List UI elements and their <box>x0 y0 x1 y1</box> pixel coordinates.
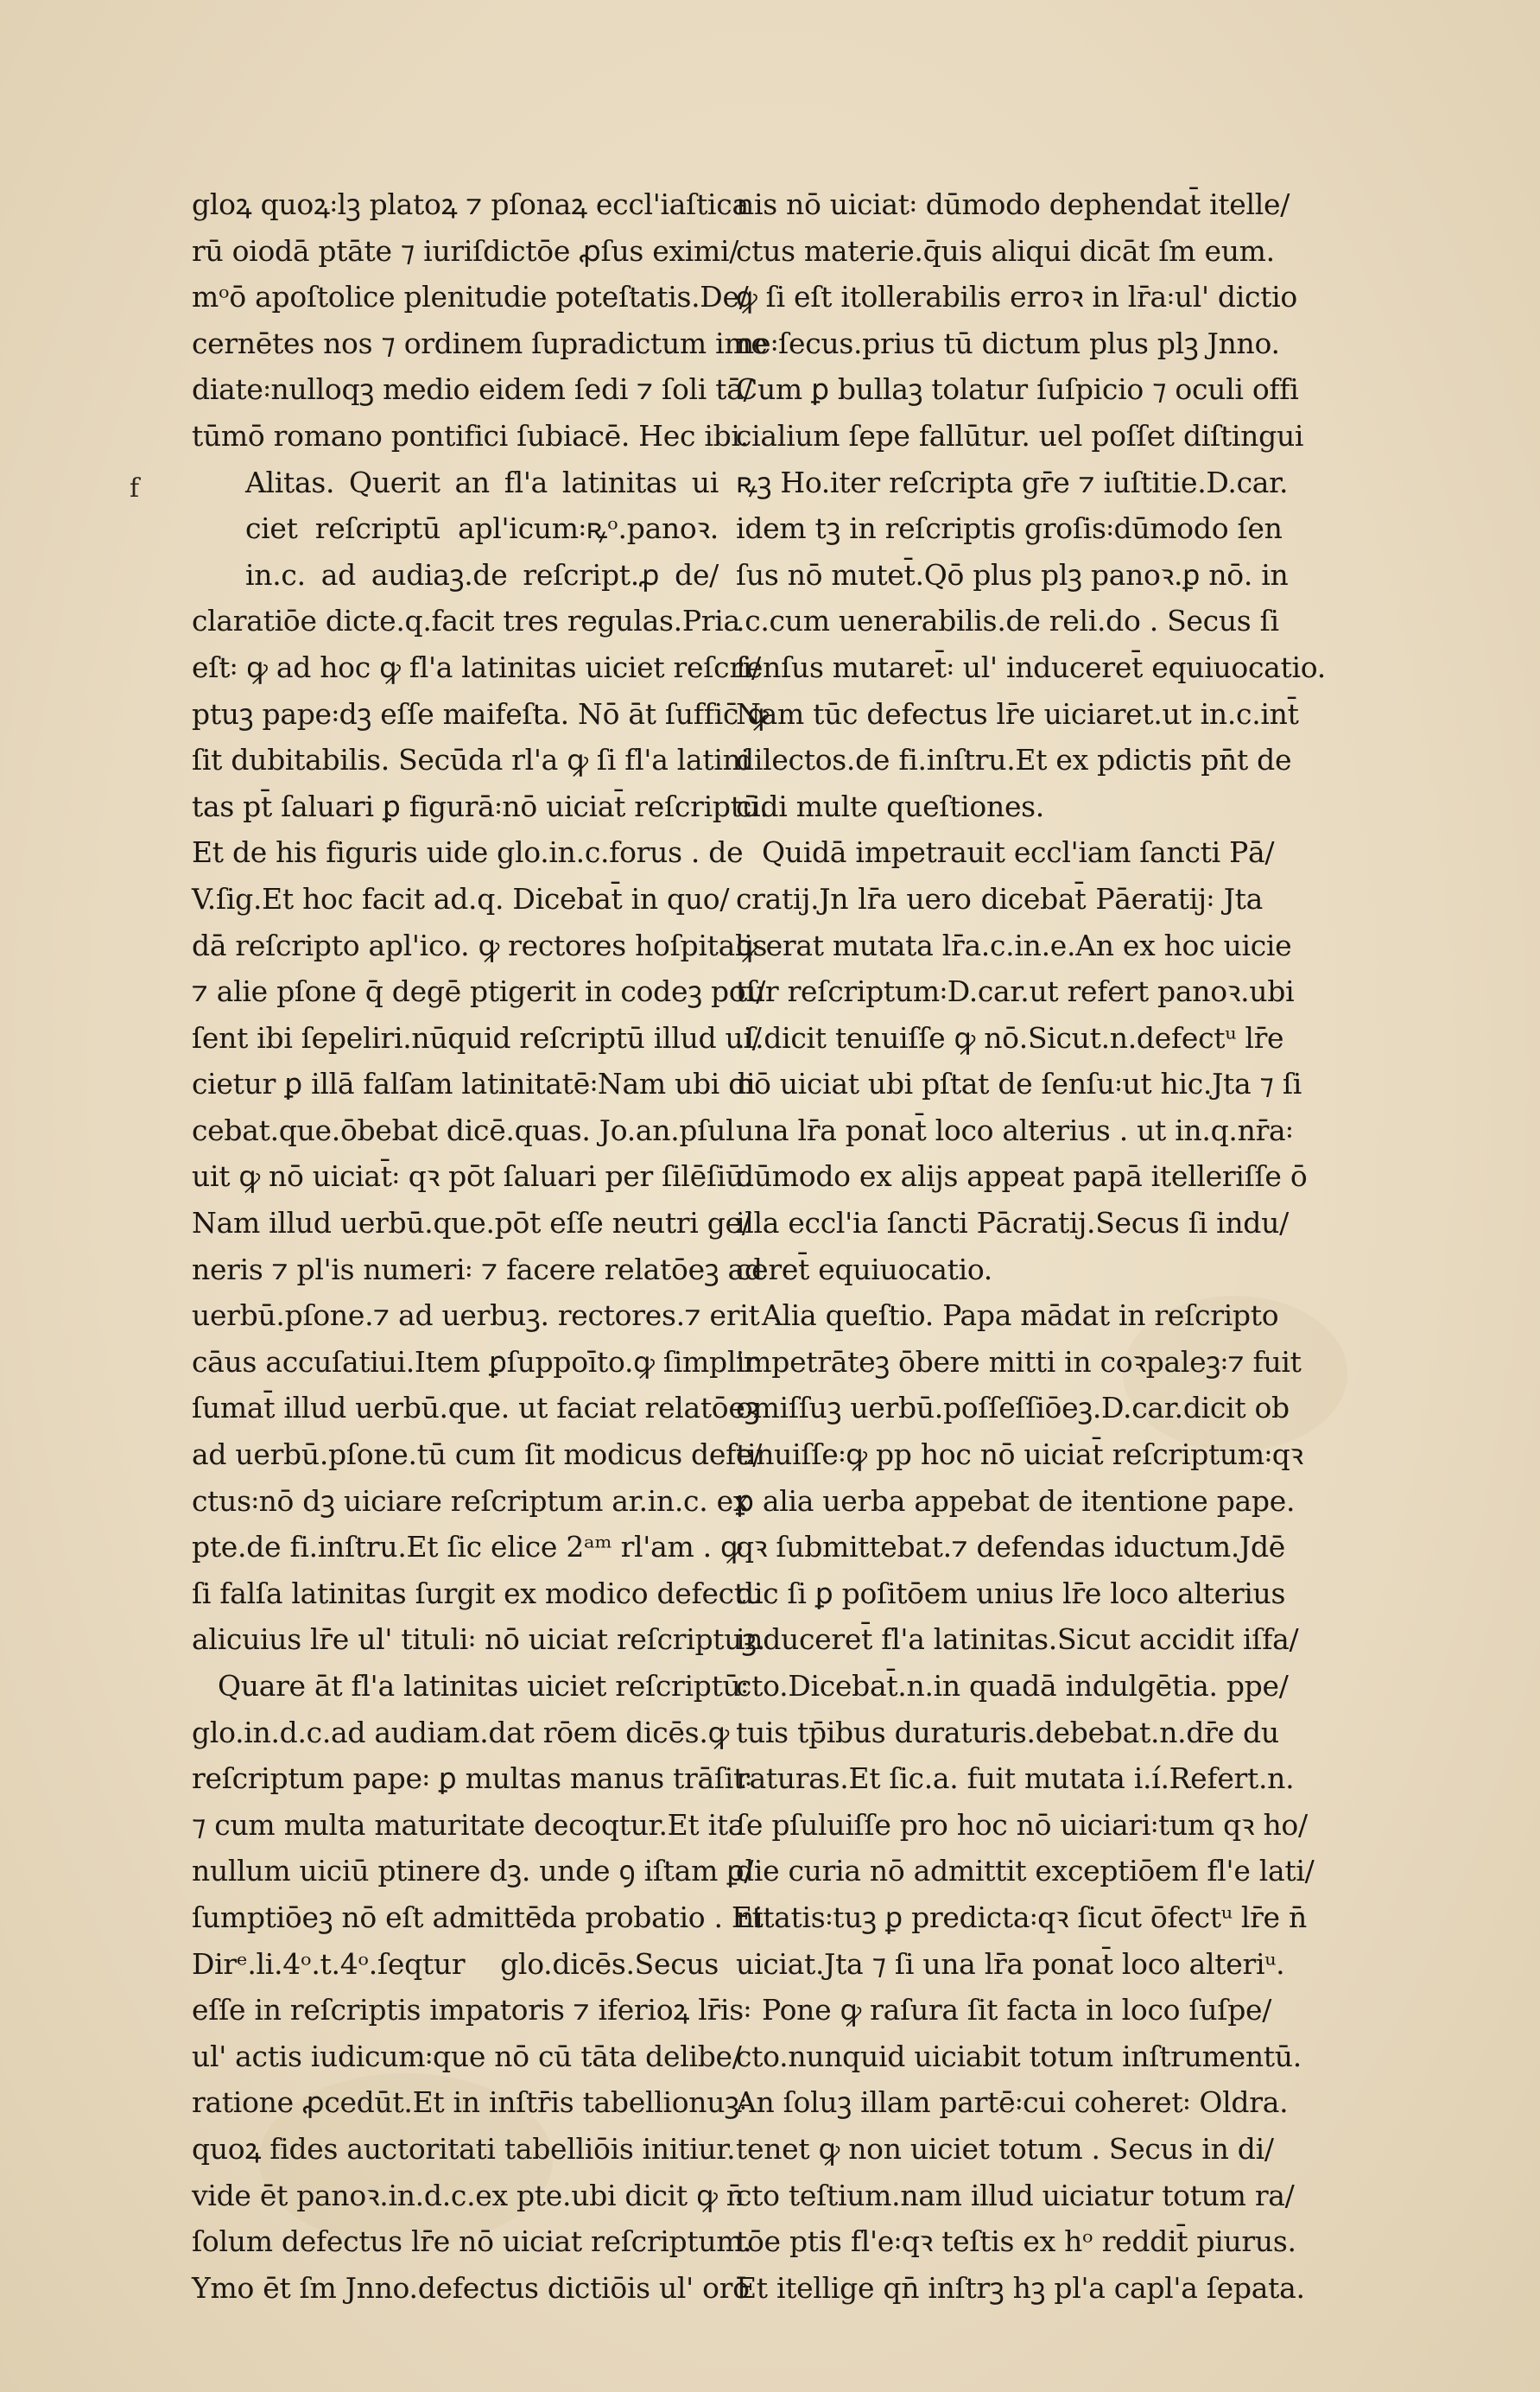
text-line: .ſ.dicit tenuiſſe ꝙ nō.Sicut.n.defectᵘ lr̄e <box>736 1020 1284 1055</box>
text-line: alicuius lr̄e ul' tituli꞉ nō uiciat reſcriptuꝫ. <box>192 1622 765 1657</box>
text-line: raturas.Et ſic.a. fuit mutata i.í.Refert.n. <box>736 1761 1295 1796</box>
text-line: mᵒō apoſtolice plenitudie poteſtatis.De/ <box>192 280 749 314</box>
text-line: Pone ꝙ raſura ſit facta in loco ſuſpe/ <box>762 1993 1272 2027</box>
text-line: Alia queſtio. Papa mādat in reſcripto <box>762 1298 1279 1333</box>
text-line: induceret̄ fl'a latinitas.Sicut accidit iſfa/ <box>736 1622 1299 1657</box>
text-line: cebat.que.ōbebat dicē.quas. Jo.an.pſul <box>192 1113 735 1147</box>
text-line: ⁊ alie pſone q̄ degē ptigerit in codeꝫ poſ/ <box>192 974 766 1009</box>
text-line: uiciat.Jta ⁊ ſi una lr̄a ponat̄ loco alteriᵘ. <box>736 1946 1285 1981</box>
text-line: tuis tp̄ibus duraturis.debebat.n.dr̄e du <box>736 1715 1279 1749</box>
text-line: cāus accuſatiui.Item ꝑſuppoīto.ꝙ ſimpl'r <box>192 1344 757 1379</box>
text-line: tōe ptis fl'e꞉qꝛ teſtis ex hᵒ reddit̄ piurus. <box>736 2224 1296 2259</box>
text-line: Nam tūc defectus lr̄e uiciaret.ut in.c.int̄ <box>736 696 1299 731</box>
text-line: ⁊ cum multa maturitate decoqtur.Et ita <box>192 1807 745 1842</box>
text-line: idem tꝫ in reſcriptis groſis꞉dūmodo ſen <box>736 511 1283 546</box>
text-line: ciet reſcriptū apl'icum꞉ꝶᵒ.panoꝛ. <box>245 511 719 546</box>
text-line: cto teſtium.nam illud uiciatur totum ra/ <box>736 2178 1295 2212</box>
left-text-column <box>192 181 769 2311</box>
text-line: ꝙ ſi eſt itollerabilis erroꝛ in lr̄a꞉ul' dictio <box>736 280 1297 314</box>
text-line: Et itellige qn̄ inſtrꝫ hꝫ pl'a capl'a ſepata. <box>736 2270 1305 2305</box>
text-line: Alitas. Querit an fl'a latinitas ui <box>245 465 719 499</box>
text-line: Nam illud uerbū.que.pōt eſſe neutri ge/ <box>192 1206 751 1240</box>
text-line: pte.de fi.inſtru.Et ſic elice 2ᵃᵐ rl'am . ꝙ <box>192 1530 742 1564</box>
text-line: ul' actis iudicum꞉que nō cū tāta delibe/ <box>192 2039 742 2073</box>
text-line: ratione ꝓcedūt.Et in inſtr̄is tabellionuꝫ꞉ <box>192 2085 747 2120</box>
text-line: cietur ꝑ illā falſam latinitatē꞉Nam ubi di <box>192 1067 756 1101</box>
text-line: ad uerbū.pſone.tū cum ſit modicus defe/ <box>192 1437 763 1472</box>
text-line: ſumat̄ illud uerbū.que. ut faciat relatōeꝫ <box>192 1391 760 1425</box>
text-line: nō uiciat ubi pſtat de ſenſu꞉ut hic.Jta ⁊ ſi <box>736 1067 1302 1101</box>
text-line: Et de his figuris uide glo.in.c.forus . de <box>192 835 744 870</box>
text-line: nitatis꞉tuꝫ ꝑ predicta꞉qꝛ ſicut ōfectᵘ lr̄e n̄ <box>736 1900 1307 1934</box>
text-line: omiſſuꝫ uerbū.poſſeſſiōeꝫ.D.car.dicit ob <box>736 1391 1290 1425</box>
text-line: uerbū.pſone.⁊ ad uerbuꝫ. rectores.⁊ erit <box>192 1298 760 1333</box>
text-line: illa eccl'ia ſancti Pācratij.Secus ſi indu/ <box>736 1206 1289 1240</box>
text-line: die curia nō admittit exceptiōem fl'e lati/ <box>736 1854 1315 1888</box>
text-line: claratiōe dicte.q.facit tres regulas.Pria <box>192 604 740 638</box>
text-line: V.ſig.Et hoc facit ad.q. Dicebat̄ in quo/ <box>192 881 730 916</box>
text-line: ptuꝫ pape꞉dꝫ eſſe maifeſta. Nō āt ſuffic̄ ꝙ <box>192 696 769 731</box>
text-line: rū oiodā ptāte ⁊ iuriſdictōe ꝓſus eximi/ <box>192 233 739 268</box>
text-line: ꝙ erat mutata lr̄a.c.in.e.An ex hoc uicie <box>736 928 1292 962</box>
text-line: una lr̄a ponat̄ loco alterius . ut in.q.nr̄a꞉ <box>736 1113 1294 1147</box>
text-line: ceret̄ equiuocatio. <box>736 1252 992 1286</box>
text-line: tas pt̄ ſaluari ꝑ figurā꞉nō uiciat̄ reſcriptū. <box>192 789 769 823</box>
text-line: nis nō uiciat꞉ dūmodo dephendat̄ itelle/ <box>736 187 1290 221</box>
text-line: Ymo ēt ſm Jnno.defectus dictiōis ul' orō <box>192 2270 750 2305</box>
text-line: cto.nunquid uiciabit totum inſtrumentū. <box>736 2039 1302 2073</box>
text-line: dic ſi ꝑ poſitōem unius lr̄e loco alterius <box>736 1576 1286 1610</box>
text-line: dilectos.de fi.inſtru.Et ex pdictis pn̄t de <box>736 743 1292 777</box>
text-line: cto.Dicebat̄.n.in quadā indulgētia. ppe/ <box>736 1669 1289 1703</box>
text-line: dūmodo ex alijs appeat papā itelleriſſe ō <box>736 1159 1308 1194</box>
text-line: Quidā impetrauit eccl'iam ſancti Pā/ <box>762 835 1275 870</box>
text-line: vide ēt panoꝛ.in.d.c.ex pte.ubi dicit ꝙ n̄ <box>192 2178 745 2212</box>
text-line: ne꞉ſecus.prius tū dictum plus plꝫ Jnno. <box>736 326 1280 360</box>
text-line: eſt꞉ ꝙ ad hoc ꝙ fl'a latinitas uiciet reſcri/ <box>192 650 761 684</box>
text-line: reſcriptum pape꞉ ꝑ multas manus trāſit꞉ <box>192 1761 752 1796</box>
text-line: tur reſcriptum꞉D.car.ut refert panoꝛ.ubi <box>736 974 1295 1009</box>
text-line: ſus nō mutet̄.Qō plus plꝫ panoꝛ.ꝑ nō. in <box>736 557 1289 592</box>
text-line: dā reſcripto apl'ico. ꝙ rectores hoſpitalis <box>192 928 768 962</box>
text-line: ꝶꝫ Ho.iter reſcripta gr̄e ⁊ iuſtitie.D.car. <box>736 465 1289 499</box>
text-line: in.c. ad audiaꝫ.de reſcript.ꝓ de/ <box>245 557 719 592</box>
text-line: glo.in.d.c.ad audiam.dat rōem dicēs.ꝙ <box>192 1715 729 1749</box>
text-line: .c.cum uenerabilis.de reli.do . Secus ſi <box>736 604 1279 638</box>
text-line: eſſe in reſcriptis impatoris ⁊ iferioꝝ lr̄is꞉ <box>192 1993 751 2027</box>
right-text-column <box>736 181 1326 2311</box>
text-line: Cum ꝑ bullaꝫ tolatur ſuſpicio ⁊ oculi offi <box>736 372 1299 407</box>
text-line: ſumptiōeꝫ nō eſt admittēda probatio . Et <box>192 1900 764 1934</box>
text-line: ſenſus mutaret̄꞉ ul' induceret̄ equiuocatio. <box>736 650 1326 684</box>
text-line: ꝑ alia uerba appebat de itentione pape. <box>736 1483 1296 1518</box>
text-line: uit ꝙ nō uiciat̄꞉ qꝛ pōt ſaluari per ſilēſiū. <box>192 1159 753 1194</box>
text-line: impetrāteꝫ ōbere mitti in coꝛpaleꝫ꞉⁊ fuit <box>736 1344 1302 1379</box>
text-line: gloꝝ quoꝝ꞉lꝫ platoꝝ ⁊ pſonaꝝ eccl'iaſtica <box>192 187 749 221</box>
text-line: tenet ꝙ non uiciet totum . Secus in di/ <box>736 2131 1274 2166</box>
text-line: ſit dubitabilis. Secūda rl'a ꝙ ſi fl'a latini <box>192 743 750 777</box>
text-line: cidi multe queſtiones. <box>736 789 1044 823</box>
text-line: diate꞉nulloqꝫ medio eidem ſedi ⁊ ſoli tā/ <box>192 372 753 407</box>
margin-note: f <box>130 473 140 504</box>
text-line: cratij.Jn lr̄a uero dicebat̄ Pāeratij꞉ Jta <box>736 881 1263 916</box>
text-line: ctus꞉nō dꝫ uiciare reſcriptum ar.in.c. ex <box>192 1483 750 1518</box>
text-line: qꝛ ſubmittebat.⁊ defendas iductum.Jdē <box>736 1530 1286 1564</box>
text-line: ctus materie.q̄uis aliqui dicāt ſm eum. <box>736 233 1275 268</box>
text-line: tūmō romano pontifici ſubiacē. Hec ibi. <box>192 418 749 453</box>
text-line: cialium ſepe fallūtur. uel poſſet diſtingui <box>736 418 1304 453</box>
text-line: Dirᵉ.li.4ᵒ.t.4ᵒ.ſeqtur glo.dicēs.Secus <box>192 1946 719 1981</box>
text-line: ſi falſa latinitas ſurgit ex modico defectu <box>192 1576 764 1610</box>
text-line: neris ⁊ pl'is numeri꞉ ⁊ facere relatōeꝫ ad <box>192 1252 763 1286</box>
text-line: An ſoluꝫ illam partē꞉cui coheret꞉ Oldra. <box>736 2085 1289 2120</box>
text-line: ſolum defectus lr̄e nō uiciat reſcriptum. <box>192 2224 752 2259</box>
text-line: nullum uiciū ptinere dꝫ. unde ꝯ iſtam ꝑ/ <box>192 1854 754 1888</box>
text-line: ſent ibi ſepeliri.nūquid reſcriptū illud ui/ <box>192 1020 762 1055</box>
text-line: ſe pſuluiſſe pro hoc nō uiciari꞉tum qꝛ ho/ <box>736 1807 1308 1842</box>
text-line: Quare āt fl'a latinitas uiciet reſcriptū꞉ <box>218 1669 749 1703</box>
text-line: cernētes nos ⁊ ordinem ſupradictum ime <box>192 326 768 360</box>
text-line: tinuiſſe꞉ꝙ pp hoc nō uiciat̄ reſcriptum꞉qꝛ <box>736 1437 1303 1472</box>
text-line: quoꝝ fides auctoritati tabelliōis initiur. <box>192 2131 736 2166</box>
